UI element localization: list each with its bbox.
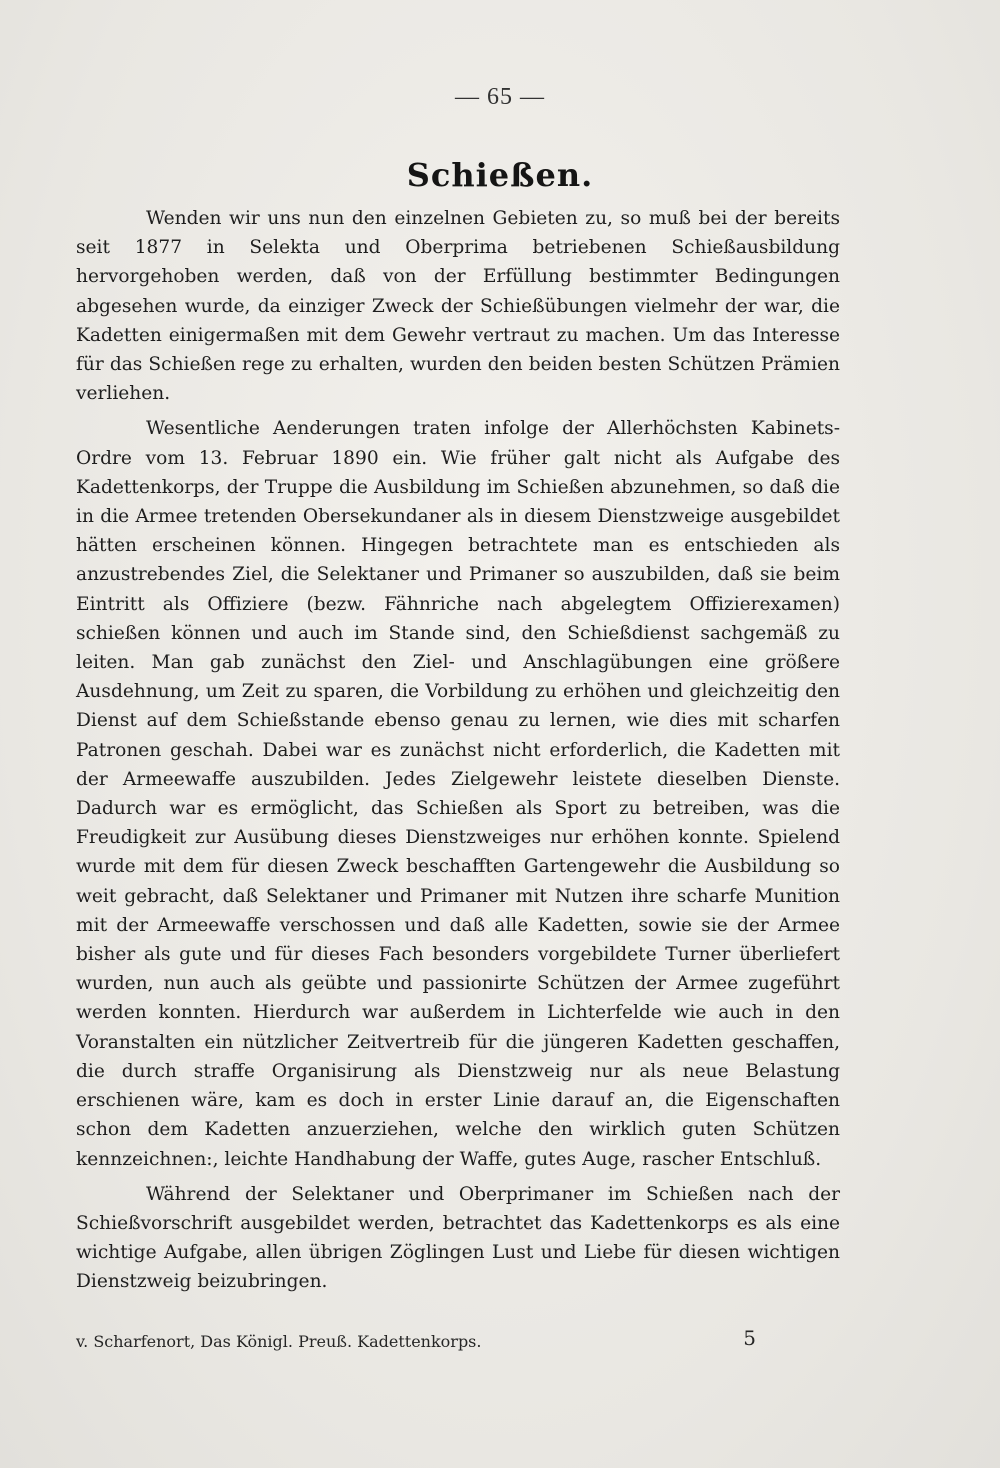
page-number: — 65 — bbox=[455, 84, 545, 110]
footer-source: v. Scharfenort, Das Königl. Preuß. Kadettenkorps. bbox=[76, 1332, 482, 1351]
paragraph: Wesentliche Aenderungen traten infolge der Allerhöchsten Kabinets-Ordre vom 13. Februar 1890 ein. Wie früher galt nicht als Aufgabe des Kadettenkorps, der Truppe die Ausbildung im Schießen abzunehmen, so daß die in die Armee tretenden Obersekundaner als in diesem Dienstzweige ausgebildet hätten erscheinen können. Hingegen betrachtete man es entschieden als anzustrebendes Ziel, die Selektaner und Primaner so auszubilden, daß sie beim Eintritt als Offiziere (bezw. Fähnriche nach abgelegtem Offizierexamen) schießen können und auch im Stande sind, den Schießdienst sachgemäß zu leiten. Man gab zunächst den Ziel- und Anschlagübungen eine größere Ausdehnung, um Zeit zu sparen, die Vorbildung zu erhöhen und gleichzeitig den Dienst auf dem Schießstande ebenso genau zu lernen, wie dies mit scharfen Patronen geschah. Dabei war es zunächst nicht erforderlich, die Kadetten mit der Armeewaffe auszubilden. Jedes Zielgewehr leistete dieselben Dienste. Dadurch war es ermöglicht, das Schießen als Sport zu betreiben, was die Freudigkeit zur Ausübung dieses Dienstzweiges nur erhöhen konnte. Spielend wurde mit dem für diesen Zweck beschafften Gartengewehr die Ausbildung so weit gebracht, daß Selektaner und Primaner mit Nutzen ihre scharfe Munition mit der Armeewaffe verschossen und daß alle Kadetten, sowie sie der Armee bisher als gute und für dieses Fach besonders vorgebildete Turner überliefert wurden, nun auch als geübte und passionirte Schützen der Armee zugeführt werden konnten. Hierdurch war außerdem in Lichterfelde wie auch in den Voranstalten ein nützlicher Zeitvertreib für die jüngeren Kadetten geschaffen, die durch straffe Organisirung als Dienstzweig nur als neue Belastung erschienen wäre, kam es doch in erster Linie darauf an, die Eigenschaften schon dem Kadetten anzuerziehen, welche den wirklich guten Schützen kennzeichnen:, leichte Handhabung der Waffe, gutes Auge, rascher Entschluß. bbox=[76, 418, 840, 1170]
footer-signature-mark: 5 bbox=[743, 1326, 756, 1350]
page-footer bbox=[76, 1326, 840, 1362]
paragraph: Während der Selektaner und Oberprimaner im Schießen nach der Schießvorschrift ausgebildet werden, betrachtet das Kadettenkorps es als eine wichtige Aufgabe, allen übrigen Zöglingen Lust und Liebe für diesen wichtigen Dienstzweig beizubringen. bbox=[76, 1183, 840, 1293]
paragraph: Wenden wir uns nun den einzelnen Gebieten zu, so muß bei der bereits seit 1877 in Selekta und Oberprima betriebenen Schießausbildung hervorgehoben werden, daß von der Erfüllung bestimmter Bedingungen abgesehen wurde, da einziger Zweck der Schießübungen vielmehr der war, die Kadetten einigermaßen mit dem Gewehr vertraut zu machen. Um das Interesse für das Schießen rege zu erhalten, wurden den beiden besten Schützen Prämien verliehen. bbox=[76, 208, 840, 405]
section-heading: Schießen. bbox=[406, 156, 594, 194]
body-text bbox=[76, 204, 840, 1303]
